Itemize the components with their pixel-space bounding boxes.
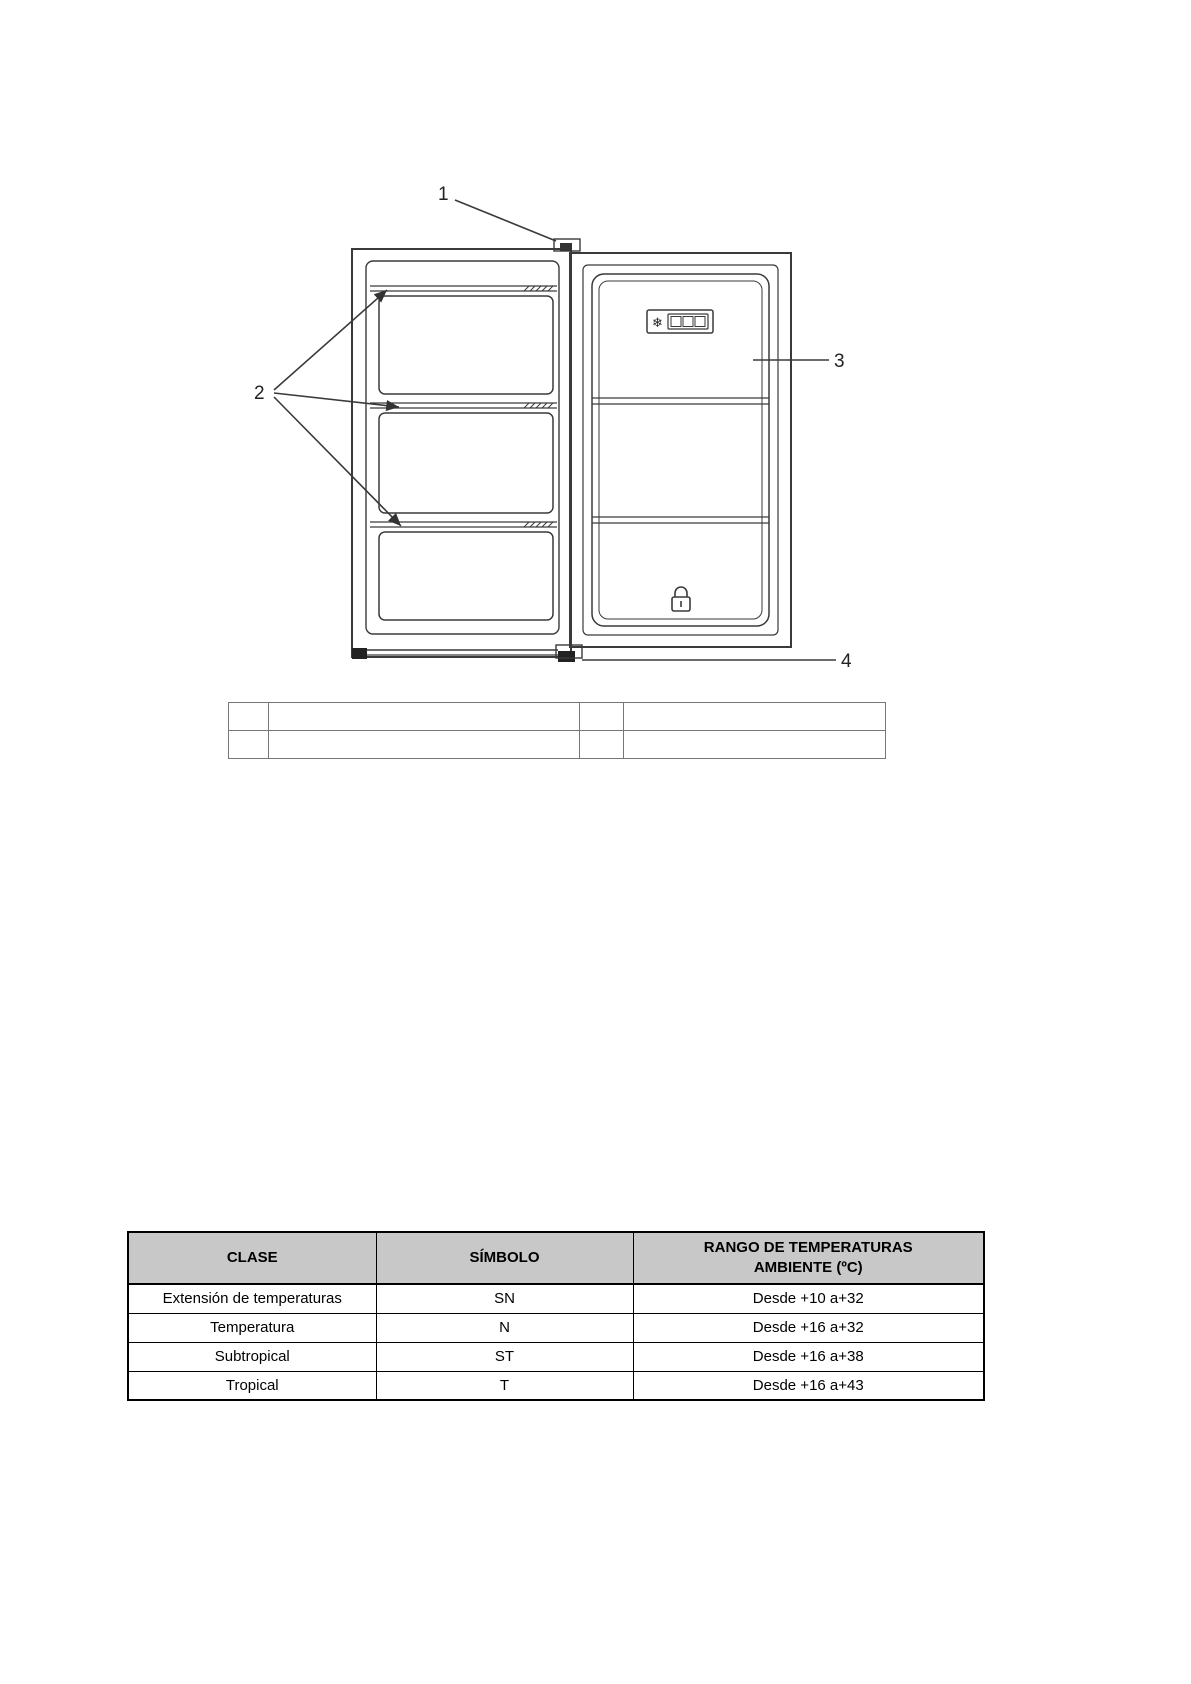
control-button-1: [671, 317, 681, 327]
control-button-2: [683, 317, 693, 327]
header-rango: [633, 1232, 984, 1284]
control-panel: [647, 310, 713, 333]
freezer-diagram: [0, 0, 1191, 800]
callout-3-label: 3: [834, 351, 845, 372]
freezer-door: [570, 253, 791, 647]
freezer-cabinet: [352, 249, 575, 662]
table-header-row: [128, 1232, 984, 1284]
table-row: [229, 731, 886, 759]
cell-rango: Desde +16 a+43: [633, 1371, 984, 1400]
cell-simbolo: SN: [376, 1284, 633, 1313]
parts-cell: [269, 703, 580, 731]
cell-clase: Subtropical: [128, 1342, 376, 1371]
callout-2-label: 2: [254, 383, 265, 404]
cell-rango: Desde +10 a+32: [633, 1284, 984, 1313]
parts-cell: [580, 703, 624, 731]
cell-rango: Desde +16 a+32: [633, 1313, 984, 1342]
table-row: [128, 1371, 984, 1400]
callout-1: [438, 184, 556, 241]
cell-clase: Tropical: [128, 1371, 376, 1400]
snowflake-icon: ❄: [652, 316, 663, 331]
cell-rango: Desde +16 a+38: [633, 1342, 984, 1371]
freezer-drawer-middle: [379, 413, 553, 513]
table-row: [229, 703, 886, 731]
cell-clase: Temperatura: [128, 1313, 376, 1342]
header-simbolo: SÍMBOLO: [376, 1232, 633, 1284]
freezer-drawer-top: [379, 296, 553, 394]
door-shelf-rail-lower: [592, 517, 769, 523]
freezer-drawer-bottom: [379, 532, 553, 620]
header-rango-line1: RANGO DE TEMPERATURAS: [703, 1238, 913, 1256]
leveling-foot-left: [352, 648, 367, 659]
callout-3: [753, 351, 845, 372]
callout-1-label: 1: [438, 184, 449, 205]
callout-4: [582, 651, 852, 672]
door-shelf-rail-upper: [592, 398, 769, 404]
parts-cell: [229, 731, 269, 759]
parts-cell: [269, 731, 580, 759]
cell-simbolo: T: [376, 1371, 633, 1400]
parts-legend-table: [228, 702, 886, 759]
parts-cell: [624, 703, 886, 731]
table-row: [128, 1342, 984, 1371]
parts-cell: [624, 731, 886, 759]
lock-icon: [672, 587, 690, 611]
table-row: [128, 1284, 984, 1313]
climate-class-table: [127, 1231, 985, 1401]
callout-4-label: 4: [841, 651, 852, 672]
parts-cell: [580, 731, 624, 759]
leveling-foot-right: [558, 651, 575, 662]
cell-simbolo: N: [376, 1313, 633, 1342]
header-rango-line2: AMBIENTE (ºC): [753, 1259, 863, 1276]
wire-shelf-top: [370, 286, 557, 291]
header-clase: CLASE: [128, 1232, 376, 1284]
parts-cell: [229, 703, 269, 731]
cell-simbolo: ST: [376, 1342, 633, 1371]
cabinet-base: [352, 648, 575, 662]
table-row: [128, 1313, 984, 1342]
cell-clase: Extensión de temperaturas: [128, 1284, 376, 1313]
control-button-3: [695, 317, 705, 327]
